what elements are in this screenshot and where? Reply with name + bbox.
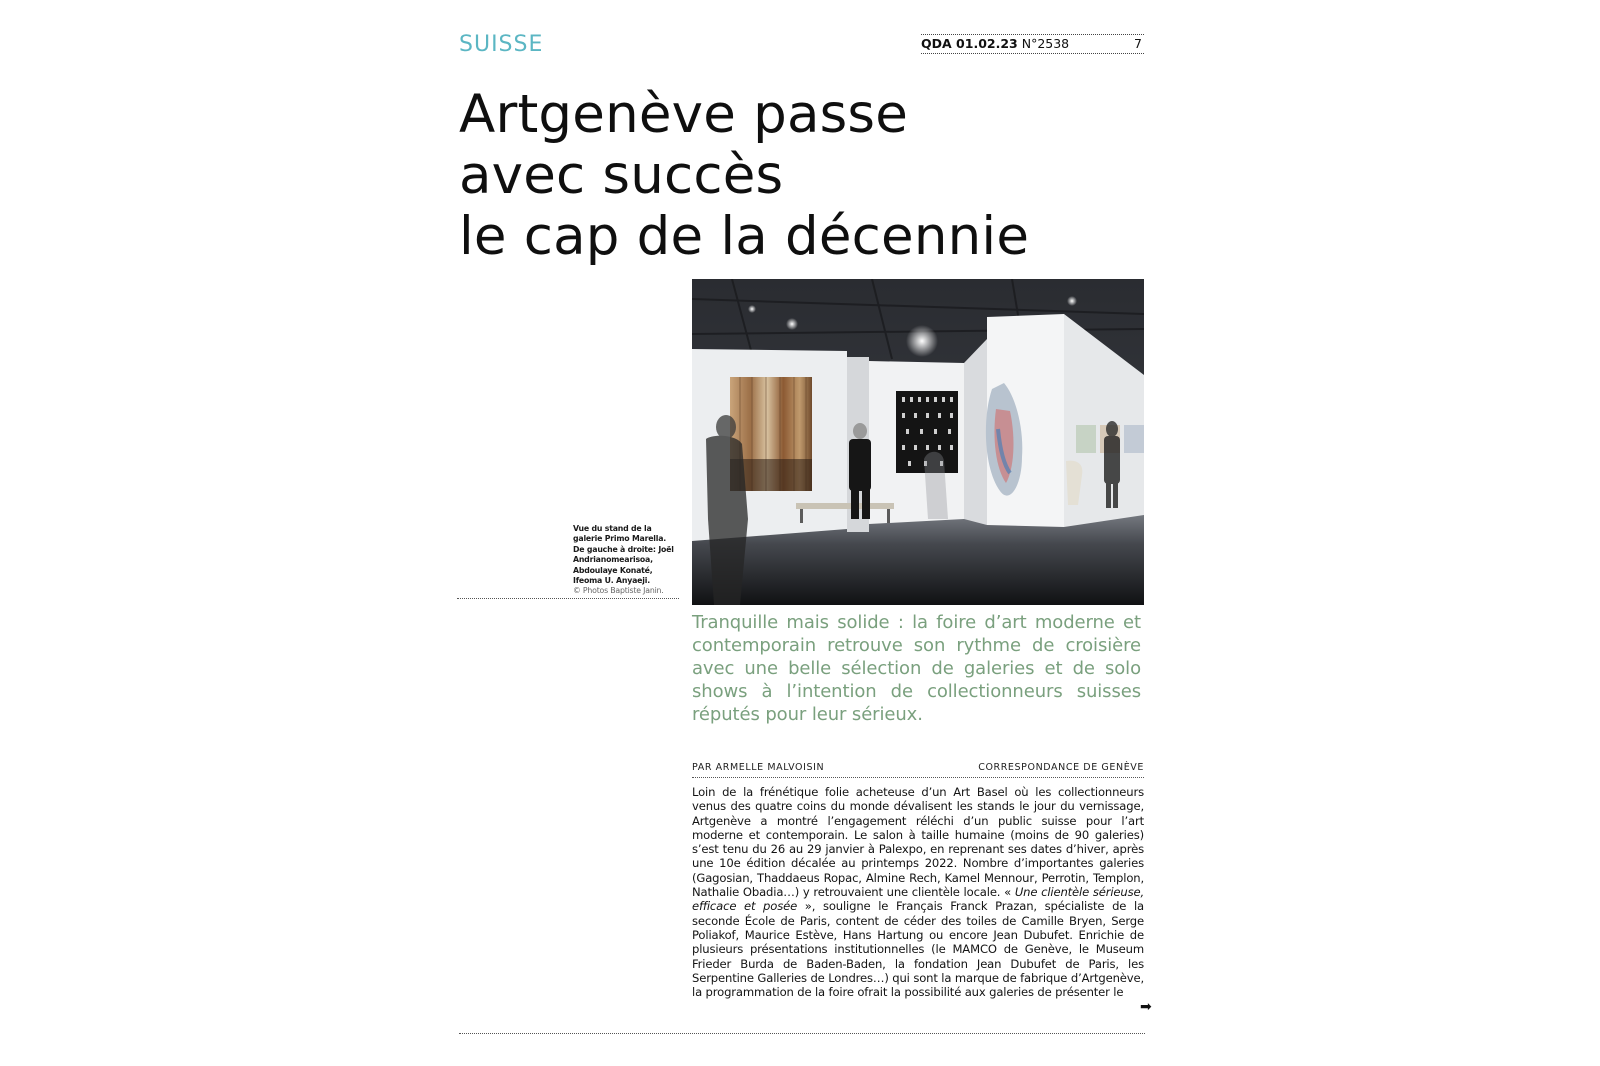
bottom-divider: [459, 1033, 1145, 1034]
article-photo: [692, 279, 1144, 605]
byline-bar: [692, 762, 1144, 778]
continue-arrow-icon: ➡: [1140, 998, 1152, 1014]
photo-credit: © Photos Baptiste Janin.: [573, 586, 664, 596]
headline-line: Artgenève passe: [459, 84, 909, 145]
correspondent: CORRESPONDANCE DE GENÈVE: [978, 762, 1144, 773]
issue-number: N°2538: [1021, 36, 1070, 51]
body-quote: Une clientèle sérieuse, efficace et posée: [692, 885, 1144, 914]
issue-info: [921, 34, 1144, 54]
photo-caption: [573, 524, 679, 597]
publication-date: QDA 01.02.23: [921, 36, 1018, 51]
page-number: 7: [1134, 36, 1142, 51]
headline-line: le cap de la décennie: [459, 206, 1030, 267]
body-text-part: Loin de la frénétique folie acheteuse d’un Art Basel où les collectionneurs venus des quatre coins du monde dévalisent les stands le jour du vernissage, Artgenève a montré l’engagement réléchi d’un public suisse pour l’art moderne et contemporain. Le salon à taille humaine (moins de 90 galeries) s’est tenu du 26 au 29 janvier à Palexpo, en reprenant ses dates d’hiver, après une 10e édition décalée au printemps 2022. Nombre d’importantes galeries (Gagosian, Thaddaeus Ropac, Almine Rech, Kamel Mennour, Perrotin, Templon, Nathalie Obadia…) y retrouvaient une clientèle locale. «: [692, 785, 1144, 900]
body-text-part: », souligne le Français Franck Prazan, spécialiste de la seconde École de Paris, content de céder des toiles de Camille Bryen, Serge Poliakof, Maurice Estève, Hans Hartung ou encore Jean Dubufet. Enrichie de plusieurs présentations institutionnelles (le MAMCO de Genève, le Museum Frieder Burda de Baden-Baden, la fondation Jean Dubufet de Paris, les Serpentine Galleries de Londres…) qui sont la marque de fabrique d’Artgenève, la programmation de la foire ofrait la possibilité aux galeries de présenter le: [692, 899, 1144, 1000]
caption-divider: [457, 598, 679, 599]
headline: [459, 84, 1179, 267]
caption-text: Vue du stand de la galerie Primo Marella. De gauche à droite: Joël Andrianomearisoa, Abdoulaye Konaté, Ifeoma U. Anyaeji.: [573, 524, 674, 586]
section-label: SUISSE: [459, 32, 544, 57]
article-body: [692, 785, 1144, 999]
headline-line: avec succès: [459, 145, 784, 206]
byline: PAR ARMELLE MALVOISIN: [692, 762, 825, 773]
article-lede: Tranquille mais solide : la foire d’art moderne et contemporain retrouve son rythme de croisière avec une belle sélection de galeries et de solo shows à l’intention de collectionneurs suisses réputés pour leur sérieux.: [692, 612, 1141, 725]
